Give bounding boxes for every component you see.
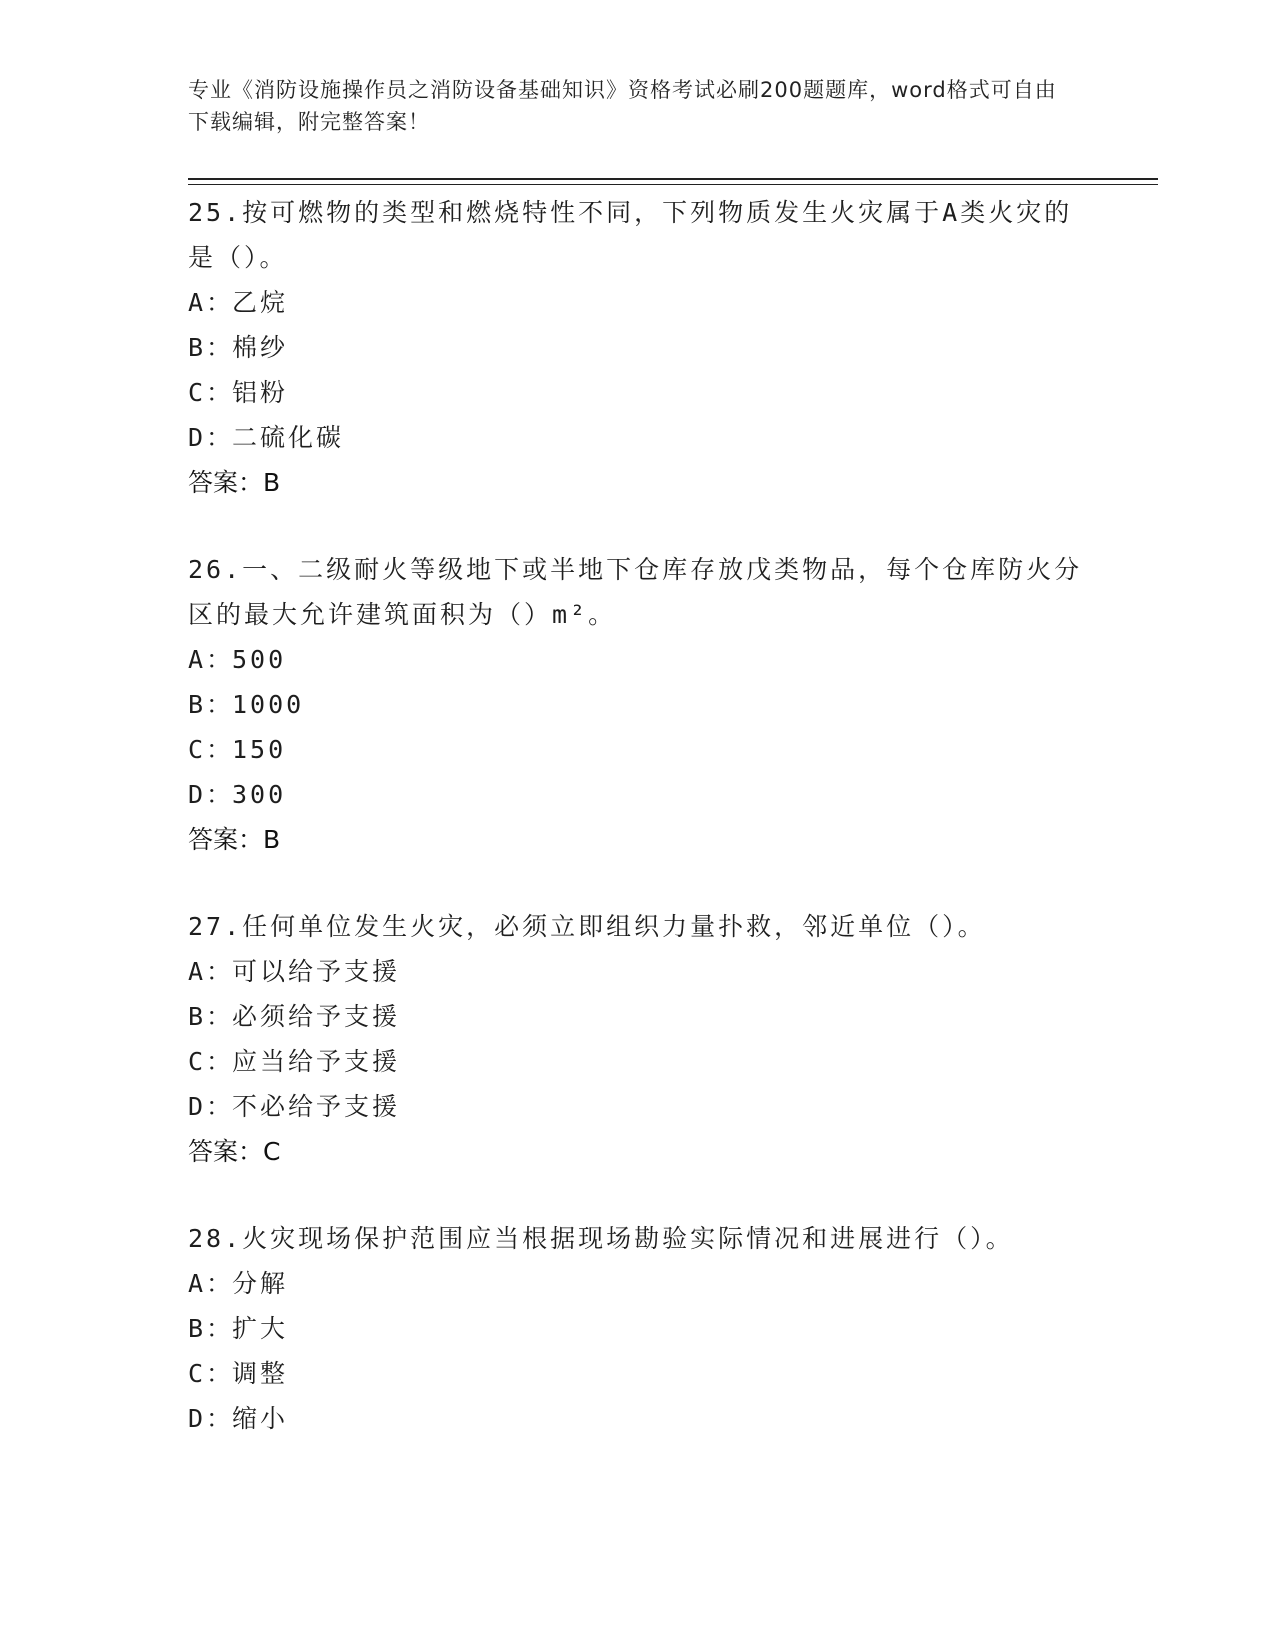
answer-line: 答案：C [188,1137,281,1166]
question-25 [188,190,1088,505]
option-key: D： [188,423,235,452]
option-b [188,682,1088,727]
option-c [188,727,1088,772]
option-text: 二硫化碳 [232,423,345,452]
header-divider-thick [188,178,1158,180]
option-text: 铝粉 [232,378,289,407]
question-stem: 26.一、二级耐火等级地下或半地下仓库存放戊类物品，每个仓库防火分区的最大允许建筑面积为（）m²。 [188,555,1083,629]
option-c [188,1351,1088,1396]
option-key: B： [188,1314,235,1343]
option-key: A： [188,957,235,986]
option-key: D： [188,1404,235,1433]
question-27 [188,904,1088,1174]
document-header: 专业《消防设施操作员之消防设备基础知识》资格考试必刷200题题库，word格式可自由下载编辑，附完整答案！ [188,78,1057,134]
option-key: C： [188,1359,235,1388]
option-text: 1000 [232,690,305,719]
question-stem: 28.火灾现场保护范围应当根据现场勘验实际情况和进展进行（）。 [188,1224,1014,1253]
option-c [188,370,1088,415]
option-text: 可以给予支援 [232,957,401,986]
option-a [188,637,1088,682]
option-text: 棉纱 [232,333,289,362]
option-b [188,994,1088,1039]
option-text: 300 [232,780,287,809]
option-text: 不必给予支援 [232,1092,401,1121]
answer-line: 答案：B [188,468,281,497]
option-b [188,1306,1088,1351]
option-key: B： [188,333,235,362]
option-text: 扩大 [232,1314,289,1343]
option-text: 应当给予支援 [232,1047,401,1076]
option-text: 乙烷 [232,288,289,317]
option-d [188,415,1088,460]
option-key: D： [188,1092,235,1121]
option-b [188,325,1088,370]
option-key: C： [188,735,235,764]
option-a [188,949,1088,994]
option-key: B： [188,1002,235,1031]
option-key: D： [188,780,235,809]
question-26 [188,547,1088,862]
option-key: A： [188,288,235,317]
option-a [188,1261,1088,1306]
option-key: A： [188,645,235,674]
option-d [188,1396,1088,1441]
option-text: 分解 [232,1269,289,1298]
option-key: A： [188,1269,235,1298]
option-key: C： [188,1047,235,1076]
option-text: 500 [232,645,287,674]
question-28 [188,1216,1088,1441]
answer-line: 答案：B [188,825,281,854]
question-stem: 27.任何单位发生火灾，必须立即组织力量扑救，邻近单位（）。 [188,912,986,941]
option-text: 调整 [232,1359,289,1388]
option-text: 150 [232,735,287,764]
option-text: 必须给予支援 [232,1002,401,1031]
option-d [188,1084,1088,1129]
option-a [188,280,1088,325]
question-list [188,190,1088,1483]
option-key: B： [188,690,235,719]
question-stem: 25.按可燃物的类型和燃烧特性不同，下列物质发生火灾属于A类火灾的是（）。 [188,198,1073,272]
option-key: C： [188,378,235,407]
option-text: 缩小 [232,1404,289,1433]
header-divider-thin [188,184,1158,185]
option-c [188,1039,1088,1084]
option-d [188,772,1088,817]
